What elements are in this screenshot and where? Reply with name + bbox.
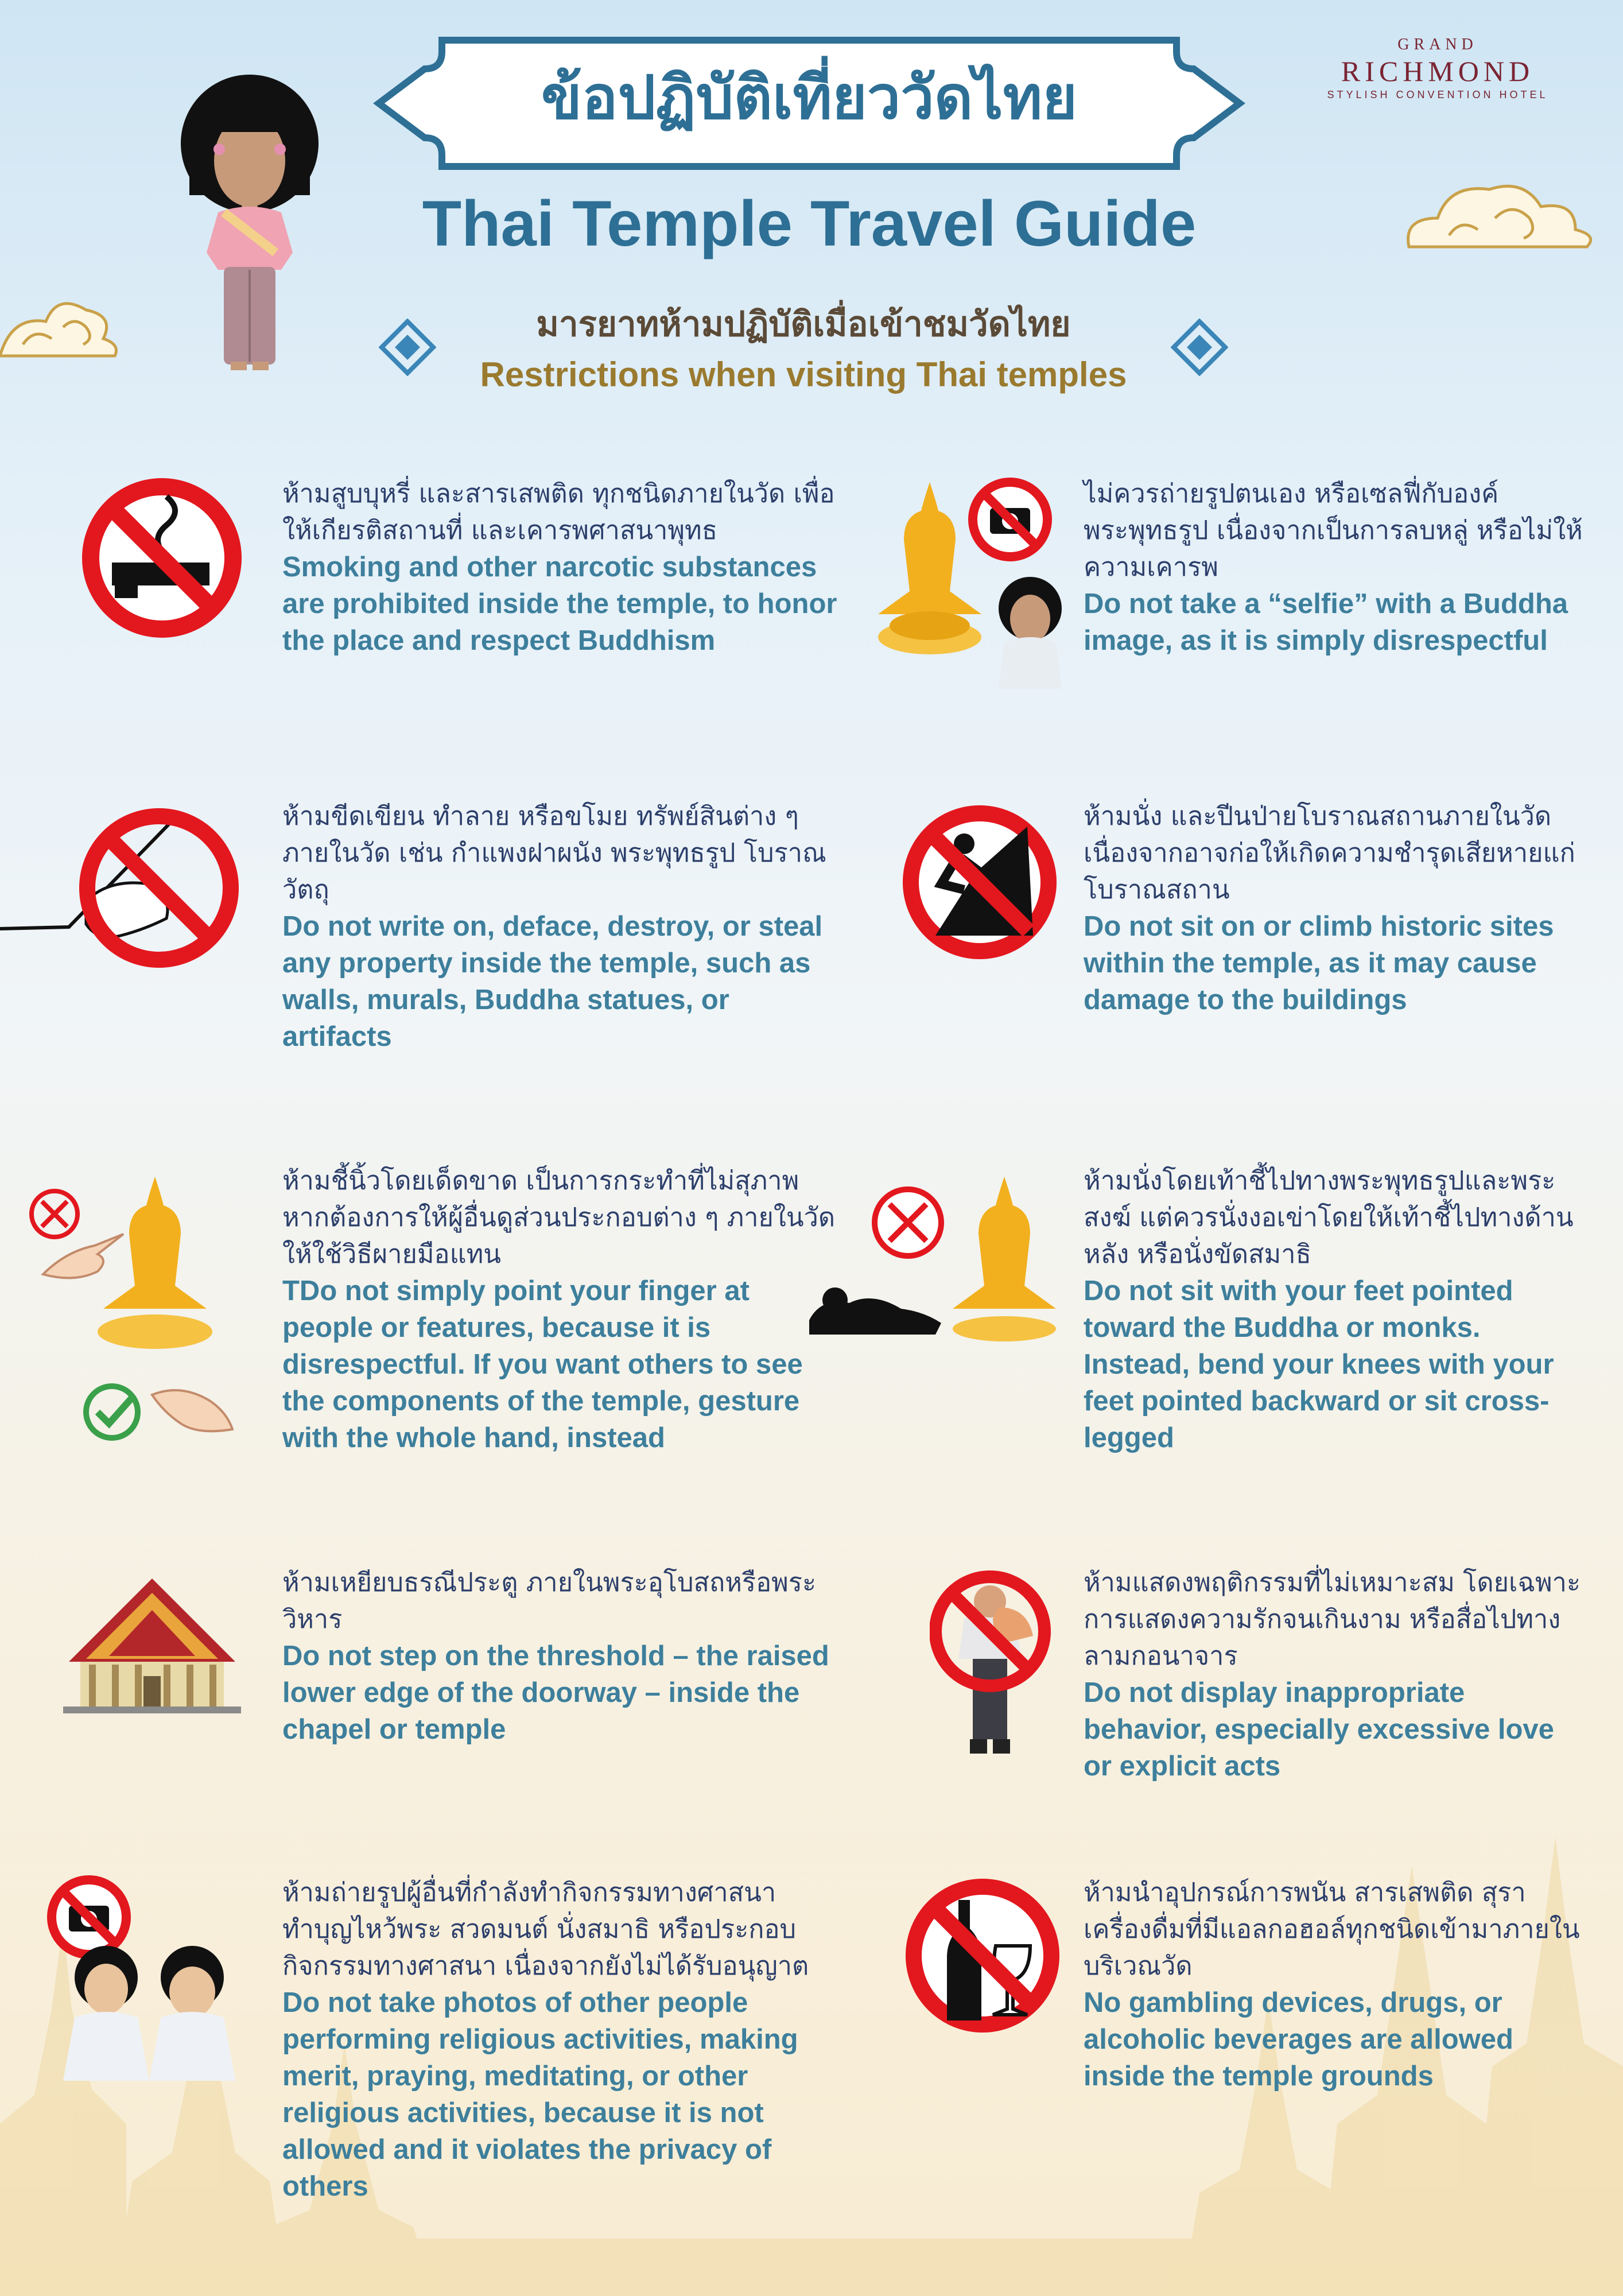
rule-text-thai: ห้ามนั่ง และปีนป่ายโบราณสถานภายในวัด เนื่องจากอาจก่อให้เกิดความชำรุดเสียหายแก่โบราณสถาน	[1084, 801, 1575, 905]
rule-text-thai: ห้ามถ่ายรูปผู้อื่นที่กำลังทำกิจกรรมทางศาสนา ทำบุญไหว้พระ สวดมนต์ นั่งสมาธิ หรือประกอบกิจกรรมทางศาสนา เนื่องจากยังไม่ได้รับอนุญาต	[282, 1877, 809, 1981]
rule-pointing	[282, 1162, 845, 1456]
no-smoking-icon	[80, 476, 244, 640]
title-english: Thai Temple Travel Guide	[422, 188, 1197, 259]
no-pointing-icon	[26, 1171, 244, 1446]
rule-climbing	[1084, 798, 1589, 1018]
rule-text-english: Do not sit on or climb historic sites within the temple, as it may cause damage to the buildings	[1084, 911, 1554, 1015]
cloud-decoration-icon	[0, 281, 121, 367]
rule-feet-pointing	[1084, 1162, 1589, 1456]
rule-text-english: Do not step on the threshold – the raised lower edge of the doorway – inside the chapel or temple	[282, 1640, 829, 1745]
rule-text-thai: ห้ามชี้นิ้วโดยเด็ดขาด เป็นการกระทำที่ไม่สุภาพ หากต้องการให้ผู้อื่นดูส่วนประกอบต่าง ๆ ภายในวัดให้ใช้วิธีผายมือแทน	[282, 1165, 836, 1269]
rule-text-thai: ไม่ควรถ่ายรูปตนเอง หรือเซลฟี่กับองค์พระพุทธรูป เนื่องจากเป็นการลบหลู่ หรือไม่ให้ความเคารพ	[1084, 478, 1583, 582]
no-affection-icon	[930, 1567, 1059, 1768]
rule-text-english: Do not take a “selfie” with a Buddha image, as it is simply disrespectful	[1084, 588, 1568, 656]
no-alcohol-icon	[904, 1877, 1062, 2035]
rule-text-thai: ห้ามนำอุปกรณ์การพนัน สารเสพติด สุรา เครื่องดื่มที่มีแอลกอฮอล์ทุกชนิดเข้ามาภายในบริเวณวัด	[1084, 1877, 1580, 1981]
rule-text-english: Smoking and other narcotic substances are prohibited inside the temple, to honor the place and respect Buddhism	[282, 552, 837, 656]
rule-text-english: TDo not simply point your finger at people or features, because it is disrespectful. If you want others to see the components of the temple, gesture with the whole hand, instead	[282, 1275, 803, 1453]
no-selfie-icon	[875, 471, 1070, 700]
rule-text-english: Do not write on, deface, destroy, or steal any property inside the temple, such as walls, murals, Buddha statues, or artifacts	[282, 911, 823, 1052]
rule-text-english: No gambling devices, drugs, or alcoholic beverages are allowed inside the temple grounds	[1084, 1987, 1513, 2092]
rule-writing	[282, 798, 845, 1055]
rule-threshold	[282, 1564, 845, 1748]
rule-text-english: Do not sit with your feet pointed toward the Buddha or monks. Instead, bend your knees with your feet pointed backward or sit cross-legged	[1084, 1275, 1554, 1453]
no-feet-pointing-icon	[803, 1171, 1062, 1343]
rule-affection	[1084, 1564, 1589, 1785]
temple-building-icon	[63, 1576, 241, 1713]
no-photo-icon	[40, 1874, 235, 2104]
logo-top-text: GRAND	[1397, 36, 1478, 53]
rule-smoking	[282, 475, 845, 659]
rule-alcohol	[1084, 1874, 1589, 2095]
no-climbing-icon	[901, 804, 1059, 961]
cloud-decoration-icon	[1403, 172, 1598, 258]
no-writing-icon	[0, 804, 241, 970]
logo-main-text: RICHMOND	[1341, 55, 1535, 87]
rule-text-thai: ห้ามนั่งโดยเท้าชี้ไปทางพระพุทธรูปและพระสงฆ์ แต่ควรนั่งงอเข่าโดยให้เท้าชี้ไปทางด้านหลัง หรือนั่งขัดสมาธิ	[1084, 1165, 1574, 1269]
thai-girl-mascot-icon	[178, 63, 321, 373]
rule-text-thai: ห้ามแสดงพฤติกรรมที่ไม่เหมาะสม โดยเฉพาะการแสดงความรักจนเกินงาม หรือสื่อไปทางลามกอนาจาร	[1084, 1567, 1581, 1671]
subtitle-english: Restrictions when visiting Thai temples	[480, 355, 1127, 394]
logo-sub-text: STYLISH CONVENTION HOTEL	[1327, 89, 1548, 100]
rule-text-thai: ห้ามสูบบุหรี่ และสารเสพติด ทุกชนิดภายในวัด เพื่อให้เกียรติสถานที่ และเคารพศาสนาพุทธ	[282, 478, 835, 545]
rule-selfie	[1084, 475, 1589, 659]
rule-text-thai: ห้ามขีดเขียน ทำลาย หรือขโมย ทรัพย์สินต่าง ๆ ภายในวัด เช่น กำแพงฝาผนัง พระพุทธรูป โบราณวัตถุ	[282, 801, 826, 905]
rule-text-english: Do not take photos of other people performing religious activities, making merit, praying, meditating, or other religious activities, because it is not allowed and it violates the privacy of others	[282, 1987, 798, 2202]
rule-text-english: Do not display inappropriate behavior, especially excessive love or explicit acts	[1084, 1677, 1554, 1782]
subtitle-thai: มารยาทห้ามปฏิบัติเมื่อเข้าชมวัดไทย	[536, 304, 1071, 344]
rule-text-thai: ห้ามเหยียบธรณีประตู ภายในพระอุโบสถหรือพระวิหาร	[282, 1567, 817, 1634]
rule-photos	[282, 1874, 845, 2205]
title-thai: ข้อปฏิบัติเที่ยววัดไทย	[541, 63, 1078, 133]
grand-richmond-logo	[1303, 34, 1572, 109]
